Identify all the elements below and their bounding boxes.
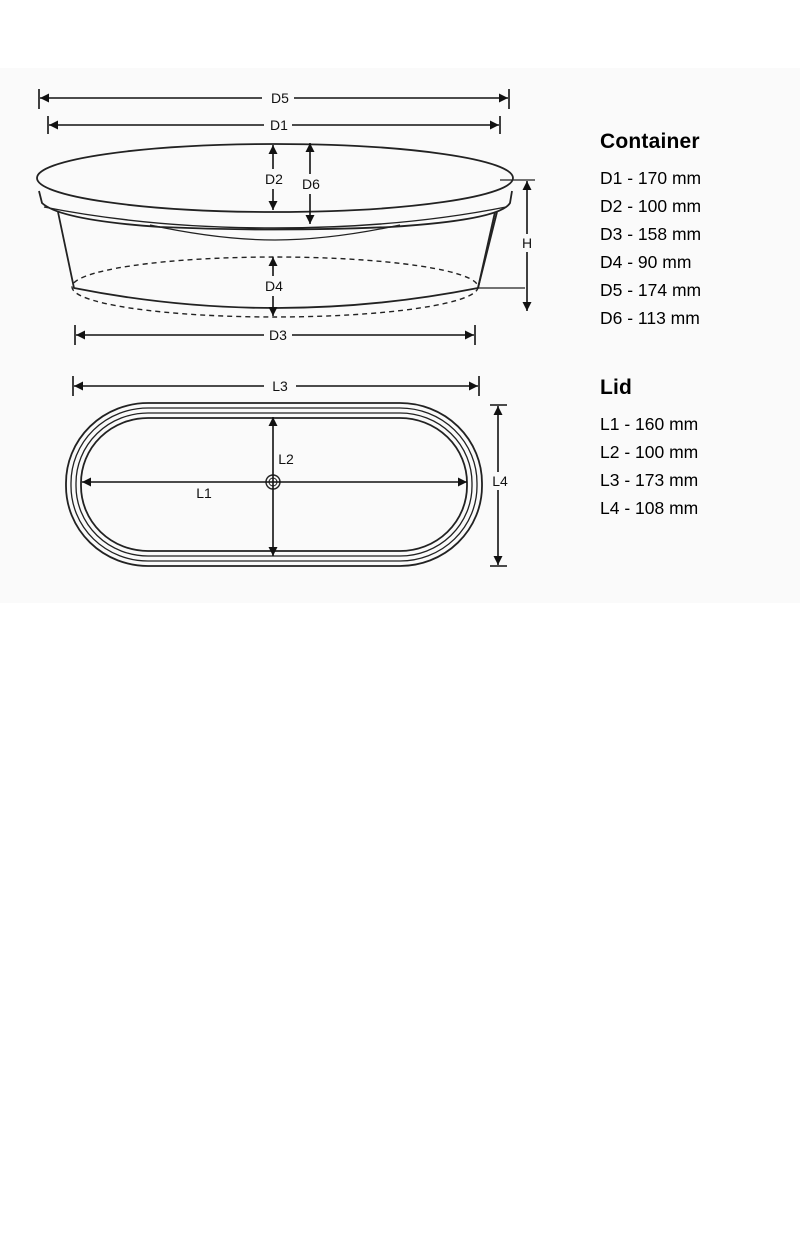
spec-item-d6: D6 - 113 mm [600, 308, 700, 328]
l3-label: L3 [272, 378, 288, 394]
l2-label: L2 [278, 451, 294, 467]
lid-spec-block [600, 376, 698, 522]
spec-item-l3: L3 - 173 mm [600, 470, 699, 490]
d2-label: D2 [265, 171, 283, 187]
spec-item-d3: D3 - 158 mm [600, 224, 702, 244]
lid-ring-2 [71, 408, 477, 561]
spec-item-d4: D4 - 90 mm [600, 252, 692, 272]
spec-item-d1: D1 - 170 mm [600, 168, 702, 188]
container-spec-block [600, 130, 701, 332]
spec-item-d2: D2 - 100 mm [600, 196, 702, 216]
spec-item-l4: L4 - 108 mm [600, 498, 699, 518]
container-inner-right-side [478, 212, 495, 288]
lid-inner-ring [81, 418, 467, 551]
container-spec-title: Container [600, 130, 700, 153]
h-label: H [521, 235, 533, 251]
d6-label: D6 [302, 176, 320, 192]
lid-ring-3 [76, 413, 472, 556]
lid-outer-ring [66, 403, 482, 566]
container-spec-list [600, 164, 701, 332]
d3-label: D3 [269, 327, 287, 343]
spec-item-d5: D5 - 174 mm [600, 280, 702, 300]
spec-item-l1: L1 - 160 mm [600, 414, 699, 434]
spec-item-l2: L2 - 100 mm [600, 442, 699, 462]
l4-label: L4 [492, 473, 508, 489]
d4-label: D4 [265, 278, 283, 294]
lid-spec-title: Lid [600, 376, 633, 399]
d5-label: D5 [271, 90, 289, 106]
lid-drawing [66, 403, 482, 566]
d1-label: D1 [270, 117, 288, 133]
lid-spec-list [600, 410, 698, 522]
l1-label: L1 [196, 485, 212, 501]
label-backgrounds-lid [264, 376, 510, 490]
